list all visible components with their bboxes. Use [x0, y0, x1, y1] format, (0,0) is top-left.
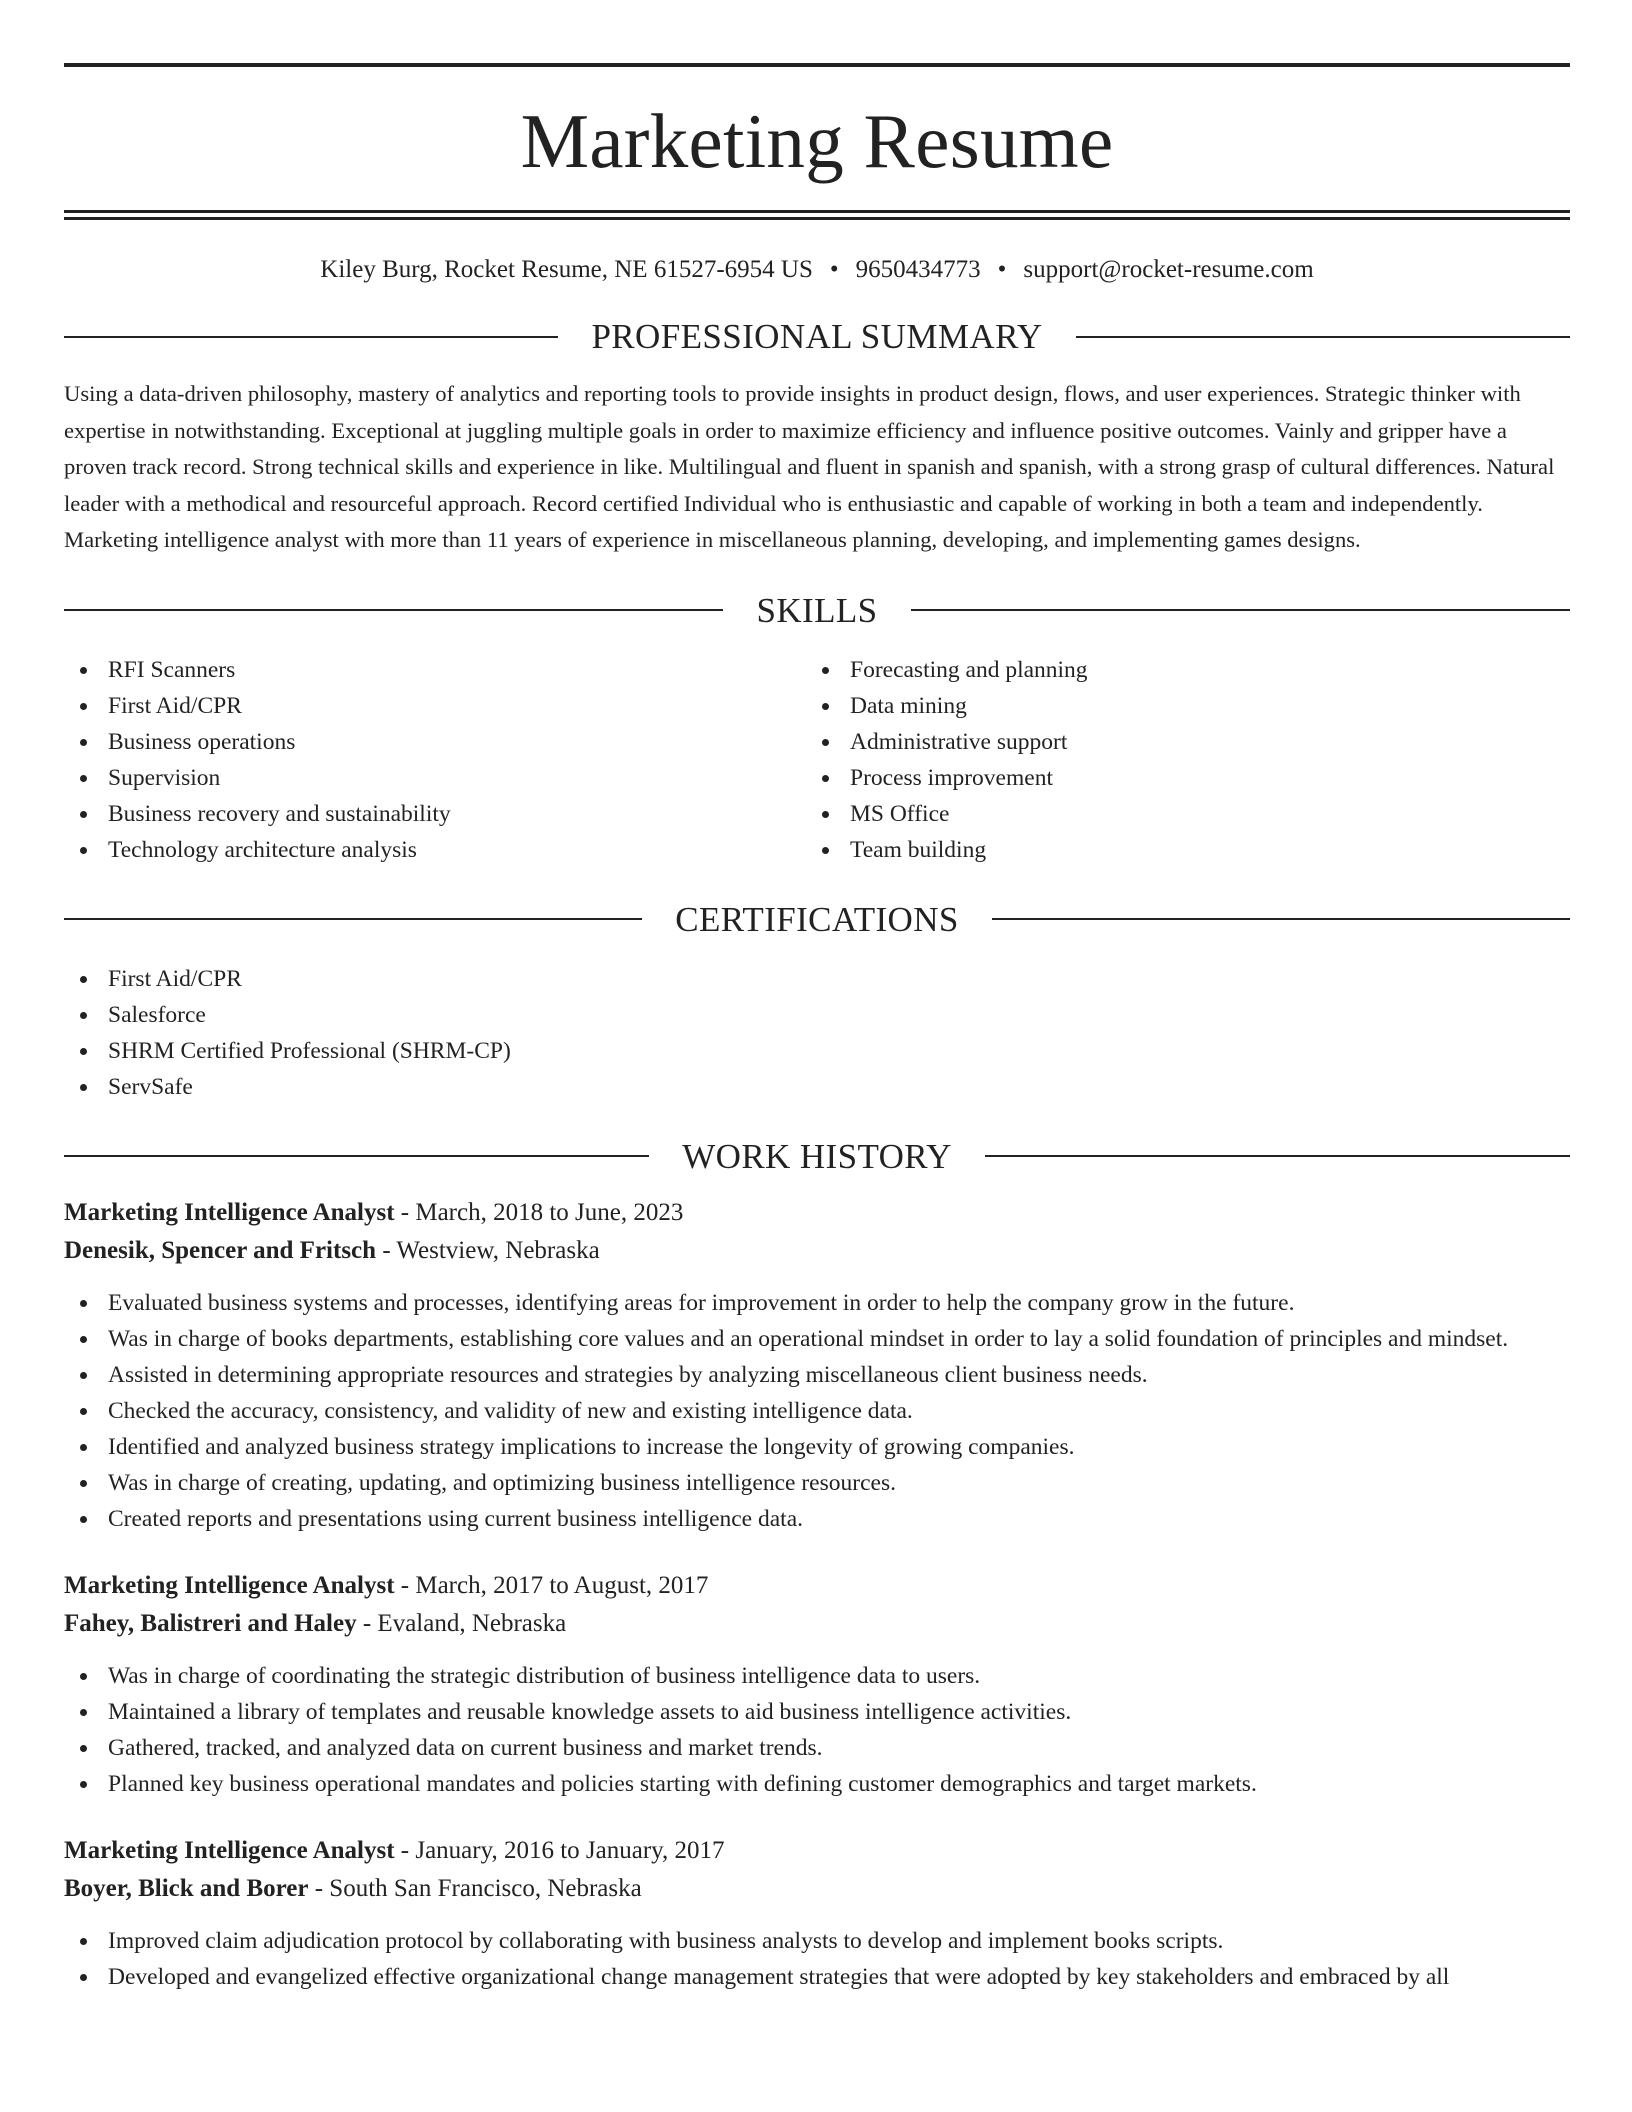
skills-heading-label: SKILLS	[756, 590, 878, 630]
skills-column-right	[806, 652, 1548, 868]
certification-item: SHRM Certified Professional (SHRM-CP)	[64, 1033, 1570, 1069]
contact-separator: •	[997, 256, 1007, 283]
contact-line	[64, 255, 1570, 285]
skill-item: First Aid/CPR	[64, 688, 806, 724]
job-bullet: Was in charge of books departments, establishing core values and an operational mindset in order to lay a solid foundation of principles and mindset.	[64, 1321, 1570, 1357]
skills-list	[64, 652, 1570, 868]
heading-rule-right	[985, 1155, 1570, 1157]
skill-item: MS Office	[806, 796, 1548, 832]
job-bullet: Gathered, tracked, and analyzed data on current business and market trends.	[64, 1730, 1570, 1766]
job-company: Boyer, Blick and Borer	[64, 1874, 309, 1902]
job-location: - Westview, Nebraska	[376, 1236, 600, 1264]
skills-column-left	[64, 652, 806, 868]
contact-address: Kiley Burg, Rocket Resume, NE 61527-6954 US	[320, 256, 813, 283]
job-company-line	[64, 1870, 1570, 1908]
heading-rule-left	[64, 609, 723, 611]
job-bullets	[64, 1923, 1570, 1995]
job-bullet: Improved claim adjudication protocol by collaborating with business analysts to develop and implement books scripts.	[64, 1923, 1570, 1959]
job-title: Marketing Intelligence Analyst	[64, 1571, 395, 1599]
job-title: Marketing Intelligence Analyst	[64, 1836, 395, 1864]
skill-item: Administrative support	[806, 724, 1548, 760]
page-title: Marketing Resume	[520, 98, 1114, 184]
job-bullets	[64, 1285, 1570, 1537]
job-bullet: Identified and analyzed business strategy implications to increase the longevity of growing companies.	[64, 1429, 1570, 1465]
summary-section-heading	[64, 319, 1570, 354]
skill-item: Data mining	[806, 688, 1548, 724]
contact-email: support@rocket-resume.com	[1023, 256, 1314, 283]
job-entry	[64, 1194, 1570, 1537]
skill-item: RFI Scanners	[64, 652, 806, 688]
job-entry	[64, 1567, 1570, 1802]
heading-rule-right	[911, 609, 1570, 611]
heading-rule-right	[1076, 336, 1570, 338]
job-bullet: Planned key business operational mandates and policies starting with defining customer demographics and target markets.	[64, 1766, 1570, 1802]
summary-heading-label: PROFESSIONAL SUMMARY	[591, 317, 1043, 356]
summary-text: Using a data-driven philosophy, mastery of analytics and reporting tools to provide insights in product design, flows, and user experiences. Strategic thinker with expertise in notwithstanding. Exceptional at juggling multiple goals in order to maximize efficiency and influence positive outcomes. Vainly and gripper have a proven track record. Strong technical skills and experience in like. Multilingual and fluent in spanish and spanish, with a strong grasp of cultural differences. Natural leader with a methodical and resourceful approach. Record certified Individual who is enthusiastic and capable of working in both a team and independently. Marketing intelligence analyst with more than 11 years of experience in miscellaneous planning, developing, and implementing games designs.	[64, 381, 1555, 552]
job-dates: - March, 2017 to August, 2017	[394, 1571, 709, 1599]
skill-item: Team building	[806, 832, 1548, 868]
certification-item: Salesforce	[64, 997, 1570, 1033]
certification-item: First Aid/CPR	[64, 961, 1570, 997]
work-history-heading-label: WORK HISTORY	[682, 1136, 952, 1176]
job-company: Denesik, Spencer and Fritsch	[64, 1236, 377, 1264]
header-double-rule	[64, 210, 1570, 220]
contact-phone: 9650434773	[855, 256, 981, 283]
contact-separator: •	[829, 256, 839, 283]
header-top-rule	[64, 63, 1570, 67]
heading-rule-right	[992, 918, 1570, 920]
certification-item: ServSafe	[64, 1069, 1570, 1105]
job-title-line	[64, 1194, 1570, 1232]
job-title-line	[64, 1832, 1570, 1870]
job-bullet: Developed and evangelized effective organizational change management strategies that were adopted by key stakeholders and embraced by all	[64, 1959, 1570, 1995]
job-company: Fahey, Balistreri and Haley	[64, 1609, 357, 1637]
job-dates: - March, 2018 to June, 2023	[394, 1198, 684, 1226]
job-location: - Evaland, Nebraska	[356, 1609, 567, 1637]
certifications-heading-label: CERTIFICATIONS	[675, 899, 959, 939]
skill-item: Process improvement	[806, 760, 1548, 796]
job-location: - South San Francisco, Nebraska	[308, 1874, 642, 1902]
skill-item: Technology architecture analysis	[64, 832, 806, 868]
certifications-section-heading	[64, 899, 1570, 939]
job-entry	[64, 1832, 1570, 1995]
resume-page	[64, 0, 1570, 2112]
job-bullet: Evaluated business systems and processes, identifying areas for improvement in order to help the company grow in the future.	[64, 1285, 1570, 1321]
skills-section-heading	[64, 590, 1570, 630]
job-title: Marketing Intelligence Analyst	[64, 1198, 395, 1226]
skill-item: Business operations	[64, 724, 806, 760]
job-bullet: Checked the accuracy, consistency, and validity of new and existing intelligence data.	[64, 1393, 1570, 1429]
heading-rule-left	[64, 1155, 649, 1157]
job-dates: - January, 2016 to January, 2017	[394, 1836, 725, 1864]
job-company-line	[64, 1605, 1570, 1643]
job-bullets	[64, 1658, 1570, 1802]
job-bullet: Was in charge of coordinating the strategic distribution of business intelligence data to users.	[64, 1658, 1570, 1694]
job-bullet: Created reports and presentations using current business intelligence data.	[64, 1501, 1570, 1537]
job-bullet: Was in charge of creating, updating, and optimizing business intelligence resources.	[64, 1465, 1570, 1501]
job-company-line	[64, 1232, 1570, 1270]
heading-rule-left	[64, 918, 642, 920]
work-history-section-heading	[64, 1136, 1570, 1176]
skill-item: Forecasting and planning	[806, 652, 1548, 688]
skill-item: Supervision	[64, 760, 806, 796]
job-bullet: Assisted in determining appropriate resources and strategies by analyzing miscellaneous client business needs.	[64, 1357, 1570, 1393]
certifications-list	[64, 961, 1570, 1105]
job-bullet: Maintained a library of templates and reusable knowledge assets to aid business intelligence activities.	[64, 1694, 1570, 1730]
heading-rule-left	[64, 336, 558, 338]
skill-item: Business recovery and sustainability	[64, 796, 806, 832]
job-title-line	[64, 1567, 1570, 1605]
